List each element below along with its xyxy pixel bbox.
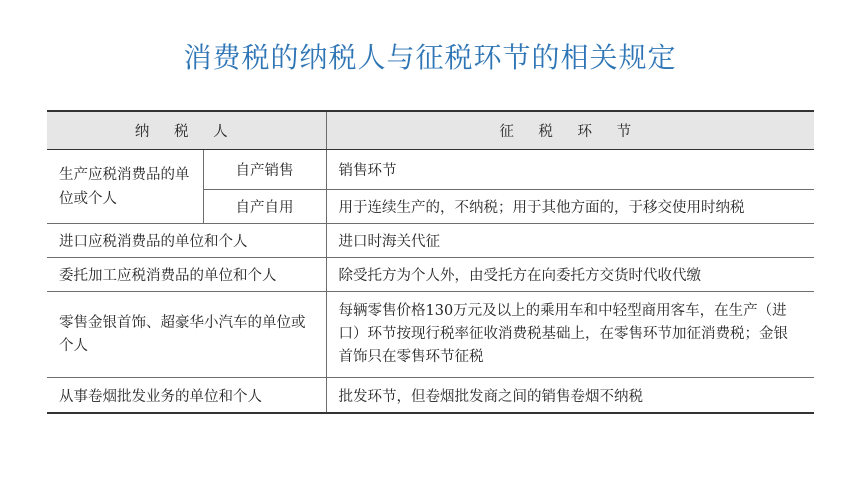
taxpayer-cell: 生产应税消费品的单位或个人: [47, 150, 203, 224]
table-row: [47, 150, 814, 190]
table-header-row: [47, 111, 814, 150]
table-row: [47, 258, 814, 292]
sub-label-cell: 自产自用: [203, 190, 326, 224]
taxpayer-cell: 从事卷烟批发业务的单位和个人: [47, 378, 326, 414]
stage-cell: 销售环节: [326, 150, 814, 190]
table-row: [47, 378, 814, 414]
stage-cell: 进口时海关代征: [326, 224, 814, 258]
tax-table: [47, 110, 814, 414]
taxpayer-cell: 零售金银首饰、超豪华小汽车的单位或个人: [47, 292, 326, 378]
header-stage: 征 税 环 节: [326, 111, 814, 150]
taxpayer-cell: 委托加工应税消费品的单位和个人: [47, 258, 326, 292]
stage-cell: 批发环节，但卷烟批发商之间的销售卷烟不纳税: [326, 378, 814, 414]
table-row: [47, 224, 814, 258]
sub-label-cell: 自产销售: [203, 150, 326, 190]
stage-cell: 用于连续生产的，不纳税；用于其他方面的，于移交使用时纳税: [326, 190, 814, 224]
header-taxpayer: 纳 税 人: [47, 111, 326, 150]
taxpayer-cell: 进口应税消费品的单位和个人: [47, 224, 326, 258]
stage-cell: 每辆零售价格130万元及以上的乘用车和中轻型商用客车，在生产（进口）环节按现行税率征收消费税基础上，在零售环节加征消费税；金银首饰只在零售环节征税: [326, 292, 814, 378]
stage-cell: 除受托方为个人外，由受托方在向委托方交货时代收代缴: [326, 258, 814, 292]
table-row: [47, 292, 814, 378]
page-title: 消费税的纳税人与征税环节的相关规定: [183, 41, 677, 74]
